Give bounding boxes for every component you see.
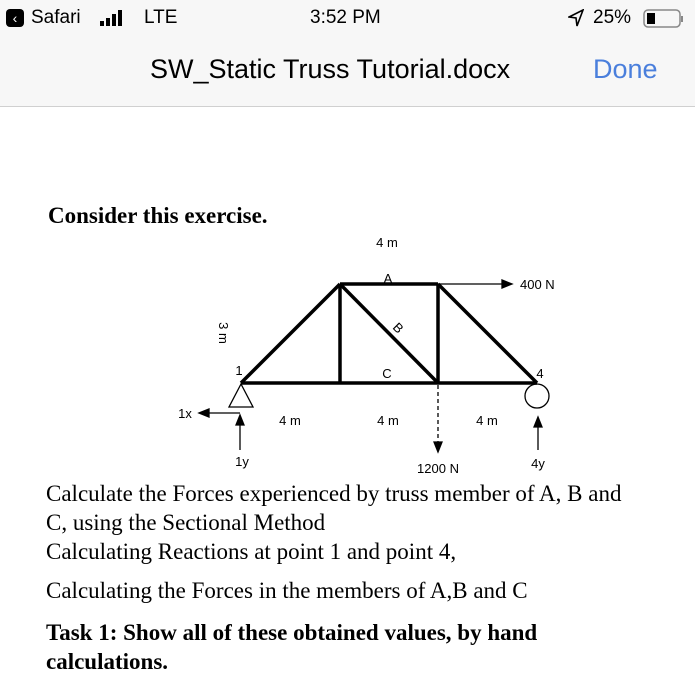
done-button[interactable]: Done <box>593 54 658 84</box>
top-span-label: 4 m <box>376 235 398 250</box>
document-body <box>0 107 695 700</box>
reaction-1y-label: 1y <box>235 454 249 469</box>
member-a-label: A <box>383 271 393 286</box>
arrow-4y <box>534 417 542 427</box>
arrow-1y <box>236 415 244 425</box>
span-2-label: 4 m <box>377 413 399 428</box>
arrow-1x <box>199 409 209 417</box>
instruction-line-3: Calculating Reactions at point 1 and point 4, <box>46 539 457 564</box>
height-label: 3 m <box>216 322 231 344</box>
right-diagonal <box>438 284 537 383</box>
force-1200n-label: 1200 N <box>417 461 459 476</box>
arrow-1200n <box>434 442 442 452</box>
force-400n-label: 400 N <box>520 277 555 292</box>
clock: 3:52 PM <box>310 7 381 28</box>
node-4-label: 4 <box>536 366 544 381</box>
member-b-label: B <box>389 319 407 337</box>
exercise-heading: Consider this exercise. <box>48 203 268 228</box>
network-label: LTE <box>144 7 178 28</box>
node-1-label: 1 <box>235 363 243 378</box>
instruction-line-4: Calculating the Forces in the members of A,B and C <box>46 578 528 603</box>
pin-support-icon <box>229 384 253 407</box>
back-app-label[interactable]: Safari <box>31 7 81 28</box>
instruction-line-2: C, using the Sectional Method <box>46 510 326 535</box>
arrow-400n <box>502 280 512 288</box>
document-title: SW_Static Truss Tutorial.docx <box>150 54 511 84</box>
task-line-2: calculations. <box>46 649 169 674</box>
member-c-label: C <box>382 366 392 381</box>
instruction-line-1: Calculate the Forces experienced by truss member of A, B and <box>46 481 622 506</box>
battery-percent: 25% <box>593 7 632 28</box>
left-diagonal <box>241 284 340 383</box>
span-3-label: 4 m <box>476 413 498 428</box>
reaction-1x-label: 1x <box>178 406 192 421</box>
task-line-1: Task 1: Show all of these obtained values, by hand <box>46 620 538 645</box>
reaction-4y-label: 4y <box>531 456 545 471</box>
back-icon[interactable]: ‹ <box>6 9 24 27</box>
span-1-label: 4 m <box>279 413 301 428</box>
roller-support-icon <box>525 384 549 408</box>
